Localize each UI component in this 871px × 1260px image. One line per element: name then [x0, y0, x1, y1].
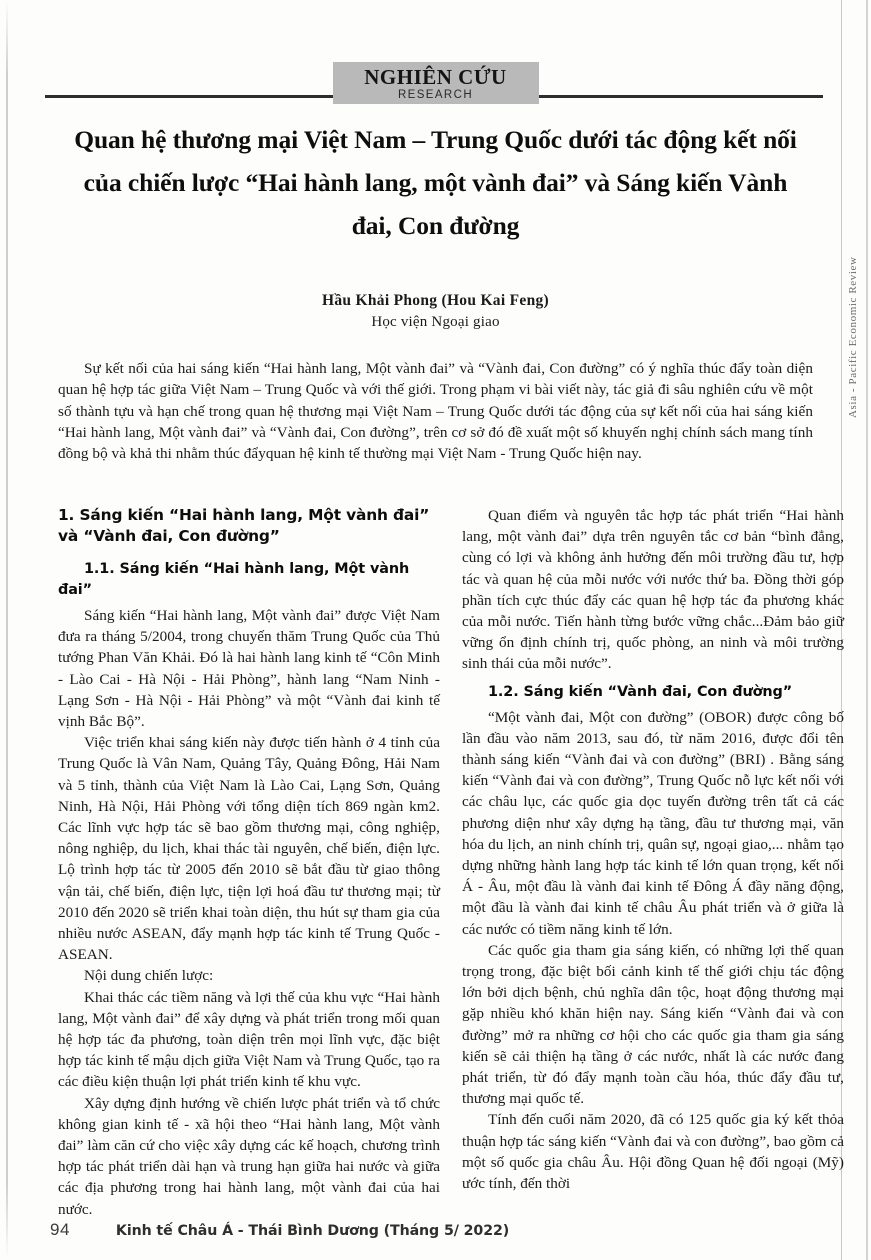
subsection-heading-1-2: 1.2. Sáng kiến “Vành đai, Con đường” [488, 683, 793, 700]
masthead-rule-right [531, 95, 823, 98]
section-heading-1: 1. Sáng kiến “Hai hành lang, Một vành đai” và “Vành đai, Con đường” [58, 506, 430, 545]
page-edge-left [6, 0, 8, 1260]
paragraph: Tính đến cuối năm 2020, đã có 125 quốc gia ký kết thỏa thuận hợp tác sáng kiến “Vành đai và con đường”, bao gồm cả một số quốc gia châu Âu. Hội đồng Quan hệ đối ngoại (Mỹ) ước tính, đến thời [462, 1111, 844, 1193]
body-column-left [58, 505, 440, 1220]
abstract: Sự kết nối của hai sáng kiến “Hai hành lang, Một vành đai” và “Vành đai, Con đường” có ý nghĩa thúc đẩy toàn diện quan hệ hợp tác giữa Việt Nam – Trung Quốc và với thế giới. Trong phạm vi bài viết này, tác giả đi sâu nghiên cứu về một số thành tựu và hạn chế trong quan hệ thương mại Việt Nam – Trung Quốc dưới tác động của sự kết nối của hai sáng kiến “Hai hành lang, Một vành đai” và “Vành đai, Con đường”, trên cơ sở đó đề xuất một số khuyến nghị chính sách mang tính đồng bộ và khả thi nhằm thúc đẩyquan hệ kinh tế thường mại Việt Nam - Trung Quốc hiện nay. [58, 360, 813, 463]
author-name: Hầu Khải Phong (Hou Kai Feng) [321, 292, 550, 309]
paragraph: Nội dung chiến lược: [84, 967, 214, 985]
page-edge-right-outer [866, 0, 868, 1260]
author-block [0, 290, 871, 333]
paragraph: Việc triển khai sáng kiến này được tiến hành ở 4 tỉnh của Trung Quốc là Vân Nam, Quảng Tây, Quảng Đông, Hải Nam và 5 tỉnh, thành của Việt Nam là Lào Cai, Lạng Sơn, Quảng Ninh, Hà Nội, Hải Phòng với tổng diện tích 869 ngàn km2. Các lĩnh vực hợp tác sẽ bao gồm thương mại, công nghiệp, nông nghiệp, du lịch, khai thác tài nguyên, chế biến, điện lực. Lộ trình hợp tác từ 2005 đến 2010 sẽ bắt đầu từ giao thông vận tải, chế biến, điện lực, tiện lợi hoá đầu tư thương mại; từ 2010 đến 2020 sẽ triển khai toàn diện, thu hút sự tham gia của nhiều nước ASEAN, đẩy mạnh hợp tác kinh tế Trung Quốc - ASEAN. [58, 734, 440, 964]
author-affiliation: Học viện Ngoại giao [371, 314, 500, 330]
page-footer [50, 1220, 509, 1242]
paragraph: Khai thác các tiềm năng và lợi thế của khu vực “Hai hành lang, Một vành đai” để xây dựng và phát triển trong mối quan hệ hợp tác đa phương, toàn diện trên mọi lĩnh vực, đặc biệt hợp tác kinh tế mậu dịch giữa Việt Nam và Trung Quốc, tạo ra các điều kiện thuận lợi phát triển kinh tế khu vực. [58, 988, 440, 1091]
subsection-heading-1-1: 1.1. Sáng kiến “Hai hành lang, Một vành đai” [58, 561, 410, 598]
paragraph: Sáng kiến “Hai hành lang, Một vành đai” được Việt Nam đưa ra tháng 5/2004, trong chuyến thăm Trung Quốc của Thủ tướng Phan Văn Khải. Đó là hai hành lang kinh tế “Côn Minh - Lào Cai - Hà Nội - Hải Phòng”, hành lang “Nam Ninh - Lạng Sơn - Hà Nội - Hải Phòng” và một “Vành đai kinh tế vịnh Bắc Bộ”. [58, 607, 440, 731]
article-title: Quan hệ thương mại Việt Nam – Trung Quốc dưới tác động kết nối của chiến lược “Hai hành lang, một vành đai” và Sáng kiến Vành đai, Con đường [74, 125, 797, 240]
journal-name-and-issue: Kinh tế Châu Á - Thái Bình Dương (Tháng 5/ 2022) [115, 1223, 510, 1239]
paragraph: “Một vành đai, Một con đường” (OBOR) được công bố lần đầu vào năm 2013, sau đó, từ năm 2016, được đổi tên thành sáng kiến “Vành đai và con đường” (BRI) . Bằng sáng kiến “Vành đai và con đường”, Trung Quốc nỗ lực kết nối với các châu lục, các quốc gia dọc tuyến đường trên tất cả các phương diện như xây dựng hạ tầng, đầu tư thương mại, văn hóa du lịch, an ninh chính trị, quân sự, ngoại giao,... nhằm tạo dựng những hành lang hợp tác kinh tế lớn quan trọng, kết nối Á - Âu, một đầu là vành đai kinh tế Đông Á đầy năng động, một đầu là vành đai kinh tế châu Âu phát triển và ở giữa là các nước có tiềm năng kinh tế lớn. [462, 708, 844, 938]
body-column-right [462, 505, 844, 1194]
paragraph: Xây dựng định hướng về chiến lược phát triển và tổ chức không gian kinh tế - xã hội theo “Hai hành lang, Một vành đai” làm căn cứ cho việc xây dựng các kế hoạch, chương trình hợp tác phát triển dài hạn và trung hạn giữa hai nước và giữa các địa phương trong hai hành lang, một vành đai của hai nước. [58, 1094, 440, 1218]
page-number: 94 [50, 1220, 70, 1239]
section-badge-title: NGHIÊN CỨU [364, 65, 507, 89]
masthead-rule-left [45, 95, 345, 98]
side-running-head: Asia - Pacific Economic Review [847, 256, 859, 418]
paragraph: Quan điểm và nguyên tắc hợp tác phát triển “Hai hành lang, một vành đai” dựa trên nguyên tắc cơ bản “bình đẳng, cùng có lợi và không ảnh hưởng đến môi trường đầu tư, hợp tác và quan hệ của mỗi nước với nước thứ ba. Đồng thời góp phần tích cực thúc đẩy các quan hệ hợp tác đa phương khác của mỗi nước. Tiến hành từng bước vững chắc...Đảm bảo giữ vững ổn định chính trị, quốc phòng, an ninh và môi trường sinh thái của mỗi nước”. [462, 507, 844, 673]
masthead [0, 62, 871, 106]
section-badge-subtitle: RESEARCH [397, 89, 474, 101]
section-badge [333, 62, 539, 104]
paragraph: Các quốc gia tham gia sáng kiến, có những lợi thế quan trọng trong, đặc biệt bối cảnh kinh tế thế giới chịu tác động lớn bởi dịch bệnh, chủ nghĩa dân tộc, hoạt động thương mại gặp nhiều khó khăn hiện nay. Sáng kiến “Vành đai và con đường” mở ra những cơ hội cho các quốc gia tham gia sáng kiến sẽ cải thiện hạ tầng ở các nước, nhất là các nước đang phát triển, từ đó đẩy mạnh toàn cầu hóa, thúc đẩy đầu tư, thương mại quốc tế. [462, 941, 844, 1108]
